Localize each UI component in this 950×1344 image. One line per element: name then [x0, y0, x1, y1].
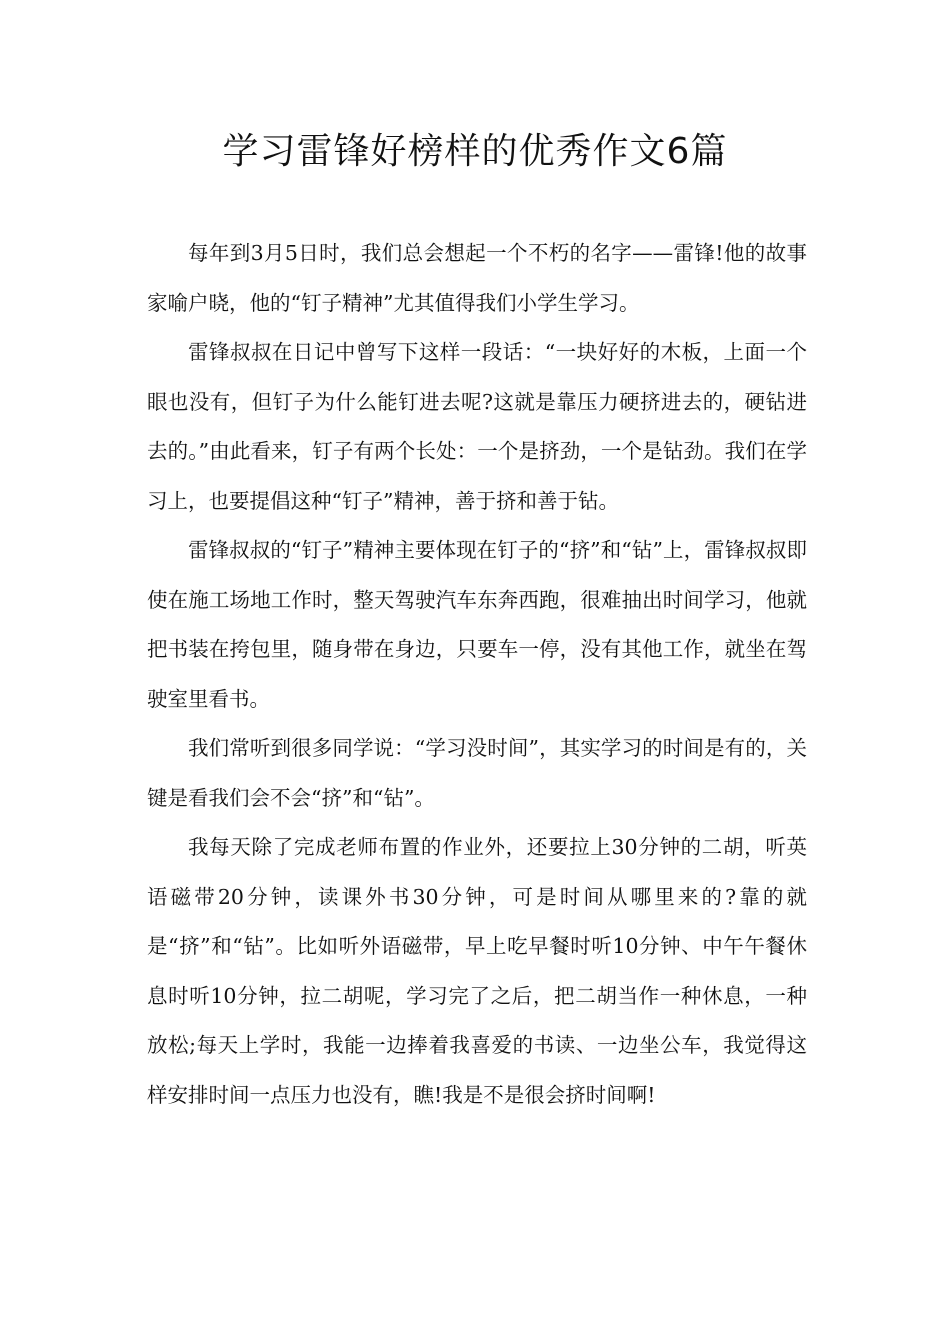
page-title: 学习雷锋好榜样的优秀作文6篇	[222, 131, 728, 172]
paragraph-4: 我们常听到很多同学说：“学习没时间”，其实学习的时间是有的，关键是看我们会不会“挤”和“钻”。	[147, 736, 807, 810]
paragraph-3: 雷锋叔叔的“钉子”精神主要体现在钉子的“挤”和“钻”上，雷锋叔叔即使在施工场地工作时，整天驾驶汽车东奔西跑，很难抽出时间学习，他就把书装在挎包里，随身带在身边，只要车一停，没有其他工作，就坐在驾驶室里看书。	[147, 538, 807, 711]
paragraph-5: 我每天除了完成老师布置的作业外，还要拉上30分钟的二胡，听英语磁带20分钟，读课外书30分钟，可是时间从哪里来的?靠的就是“挤”和“钻”。比如听外语磁带，早上吃早餐时听10分钟、中午午餐休息时听10分钟，拉二胡呢，学习完了之后，把二胡当作一种休息，一种放松;每天上学时，我能一边捧着我喜爱的书读、一边坐公车，我觉得这样安排时间一点压力也没有，瞧!我是不是很会挤时间啊!	[147, 835, 807, 1107]
paragraph-1: 每年到3月5日时，我们总会想起一个不朽的名字——雷锋!他的故事家喻户晓，他的“钉子精神”尤其值得我们小学生学习。	[147, 241, 807, 315]
article-body	[147, 229, 807, 1120]
paragraph-2: 雷锋叔叔在日记中曾写下这样一段话：“一块好好的木板，上面一个眼也没有，但钉子为什么能钉进去呢?这就是靠压力硬挤进去的，硬钻进去的。”由此看来，钉子有两个长处：一个是挤劲，一个是钻劲。我们在学习上，也要提倡这种“钉子”精神，善于挤和善于钻。	[147, 340, 807, 513]
